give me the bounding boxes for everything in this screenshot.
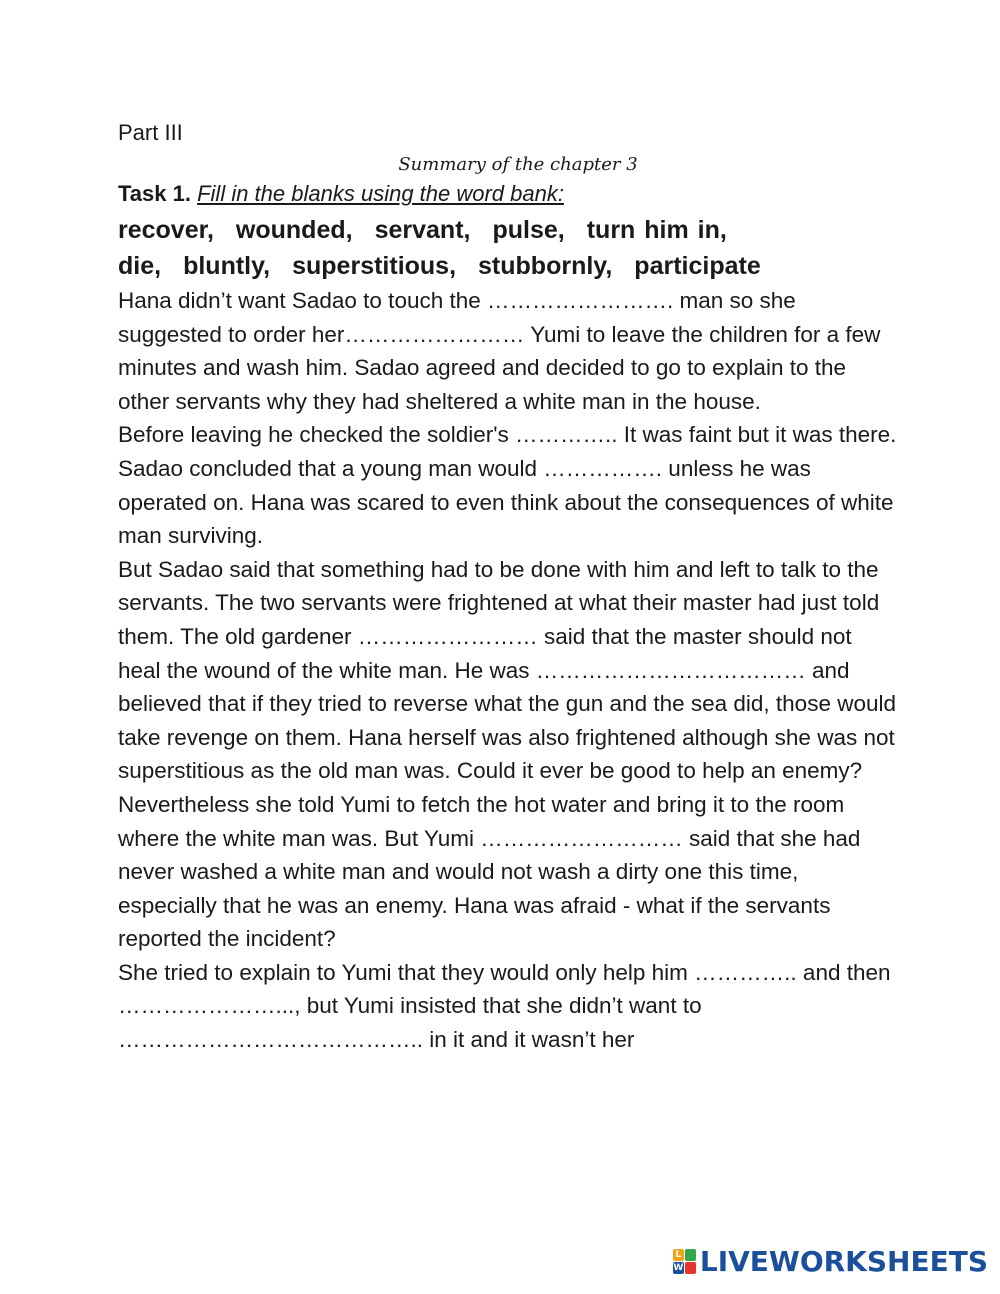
word-bank-item: bluntly, xyxy=(183,252,271,280)
logo-mark-icon xyxy=(673,1249,697,1275)
word-bank-item: servant, xyxy=(374,216,471,244)
word-bank-item: stubbornly, xyxy=(478,252,613,280)
summary-text xyxy=(118,284,898,1057)
logo-square xyxy=(685,1249,696,1261)
word-bank-item: pulse, xyxy=(492,216,565,244)
word-bank-item: recover, xyxy=(118,216,214,244)
part-label: Part III xyxy=(118,120,183,145)
word-bank-item: superstitious, xyxy=(292,252,457,280)
logo-text: LIVEWORKSHEETS xyxy=(699,1245,988,1278)
logo-square: W xyxy=(673,1262,684,1273)
logo-square: L xyxy=(673,1249,684,1261)
paragraph: Hana didn’t want Sadao to touch the ……………………. man so she suggested to order her…………………… Yumi to leave the children for a few minutes and wash him. Sadao agreed and decided to go to explain to the other servants why they had sheltered a white man in the house. xyxy=(118,288,881,414)
word-bank-row-1 xyxy=(118,212,898,248)
paragraph: She tried to explain to Yumi that they would only help him ………….. and then …………………..., but Yumi insisted that she didn’t want to ………………………………….. in it and it wasn’t her xyxy=(118,959,891,1053)
liveworksheets-logo xyxy=(673,1245,988,1278)
paragraph: Before leaving he checked the soldier's ………….. It was faint but it was there. Sadao concluded that a young man would ……………. unless he was operated on. Hana was scared to even think about the consequences of white man surviving. xyxy=(118,422,897,549)
word-bank-item: die, xyxy=(118,252,162,280)
word-bank xyxy=(118,212,898,284)
word-bank-item: wounded, xyxy=(235,216,353,244)
task-heading xyxy=(118,178,898,210)
paragraph: But Sadao said that something had to be done with him and left to talk to the servants. The two servants were frightened at what their master had just told them. The old gardener …………………… said that the master should not heal the wound of the white man. He was ……………………………… and believed that if they tried to reverse what the gun and the sea did, those would take revenge on them. Hana herself was also frightened although she was not superstitious as the old man was. Could it ever be good to help an enemy? Nevertheless she told Yumi to fetch the hot water and bring it to the room where the white man was. But Yumi ……………………… said that she had never washed a white man and would not wash a dirty one this time, especially that he was an enemy. Hana was afraid - what if the servants reported the incident? xyxy=(118,556,896,952)
task-number: Task 1. xyxy=(118,181,191,206)
worksheet-page xyxy=(118,118,898,1057)
logo-square xyxy=(685,1262,696,1274)
chapter-subtitle: Summary of the chapter 3 xyxy=(398,154,638,175)
word-bank-item: participate xyxy=(634,252,761,280)
task-instruction: Fill in the blanks using the word bank: xyxy=(197,181,564,206)
word-bank-item: turn him in, xyxy=(586,216,727,244)
word-bank-row-2 xyxy=(118,248,898,284)
